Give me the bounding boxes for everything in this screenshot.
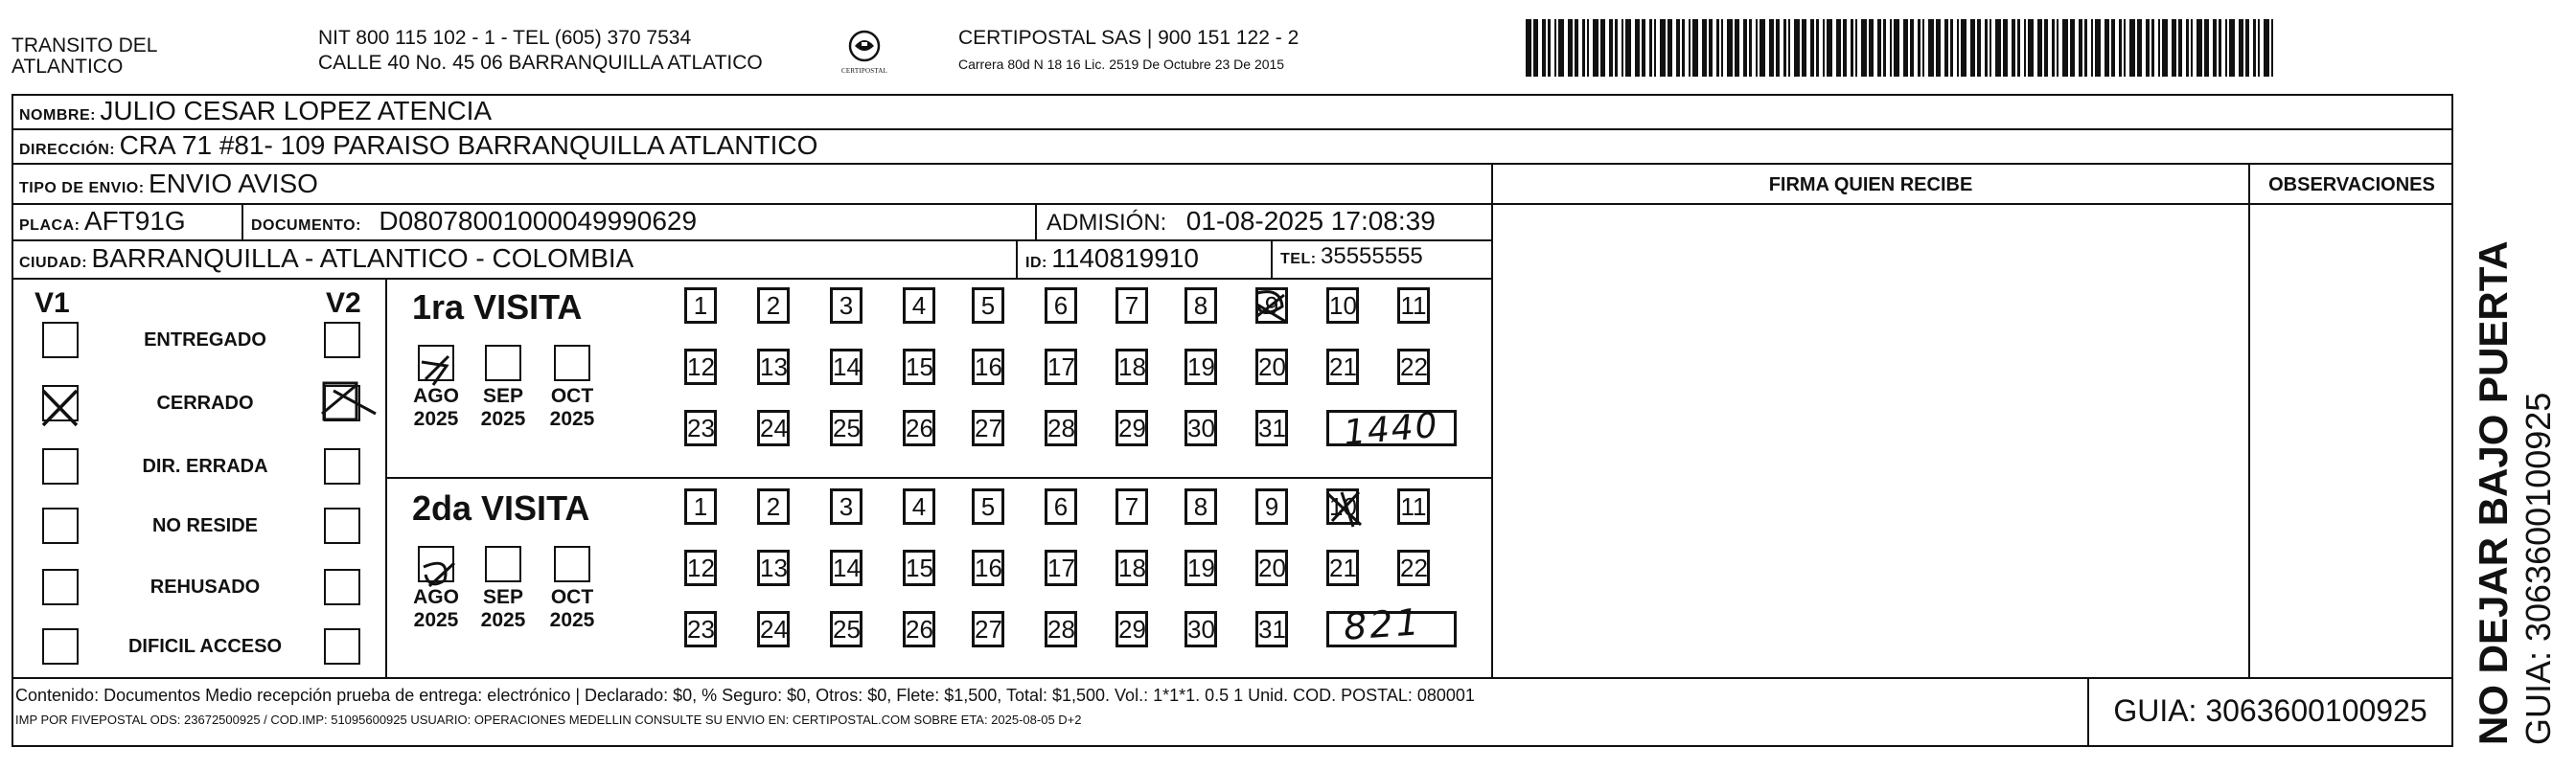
barcode-bar — [2196, 19, 2202, 77]
barcode-bar — [2213, 19, 2217, 77]
barcode-bar — [1727, 19, 1733, 77]
first-visit-day-box[interactable]: 24 — [757, 410, 790, 446]
documento-label: DOCUMENTO: — [251, 217, 361, 234]
first-visit-month-checkbox[interactable] — [485, 345, 521, 381]
v2-checkbox[interactable] — [324, 508, 360, 544]
first-visit-title: 1ra VISITA — [412, 287, 583, 327]
first-visit-day-box[interactable]: 25 — [830, 410, 862, 446]
ciudad-value: BARRANQUILLA - ATLANTICO - COLOMBIA — [91, 243, 634, 273]
first-visit-day-box[interactable]: 16 — [972, 349, 1004, 385]
barcode-bar — [2070, 19, 2075, 77]
certipostal-logo-text: CERTIPOSTAL — [841, 67, 887, 75]
barcode-bar — [2091, 19, 2093, 77]
barcode-bar — [2057, 19, 2058, 77]
id-value: 1140819910 — [1051, 243, 1199, 273]
barcode-bar — [2129, 19, 2135, 77]
placa-row — [19, 206, 186, 237]
ciudad-label: CIUDAD: — [19, 255, 88, 271]
second-visit-day-box[interactable]: 14 — [830, 550, 862, 586]
barcode-bar — [1756, 19, 1758, 77]
second-visit-day-box[interactable]: 23 — [684, 611, 717, 647]
second-visit-day-box[interactable]: 15 — [903, 550, 935, 586]
barcode-bar — [2104, 19, 2109, 77]
second-visit-day-box[interactable]: 19 — [1184, 550, 1217, 586]
admision-row — [1046, 206, 1436, 237]
second-visit-day-box[interactable]: 21 — [1326, 550, 1359, 586]
tel-value: 35555555 — [1321, 243, 1423, 269]
barcode-bar — [2137, 19, 2142, 77]
barcode-bar — [2017, 19, 2020, 77]
barcode-bar — [1749, 19, 1752, 77]
first-visit-day-box[interactable]: 1 — [684, 287, 717, 324]
v1-checkbox[interactable] — [42, 508, 79, 544]
barcode-bar — [1743, 19, 1747, 77]
barcode-bar — [1843, 19, 1847, 77]
barcode-bar — [1692, 19, 1698, 77]
barcode-bar — [1944, 19, 1948, 77]
first-visit-day-box[interactable]: 14 — [830, 349, 862, 385]
barcode-bar — [1894, 19, 1899, 77]
barcode-bar — [1542, 19, 1546, 77]
first-visit-day-box[interactable]: 19 — [1184, 349, 1217, 385]
barcode-bar — [1760, 19, 1765, 77]
v1-checkbox[interactable] — [42, 569, 79, 605]
tipo-label: TIPO DE ENVIO: — [19, 180, 145, 196]
barcode — [1526, 19, 2273, 77]
id-divider — [1016, 239, 1018, 278]
v2-checkbox[interactable] — [324, 569, 360, 605]
barcode-bar — [1816, 19, 1819, 77]
barcode-bar — [1635, 19, 1640, 77]
barcode-bar — [2158, 19, 2160, 77]
second-visit-month-checkbox[interactable] — [485, 546, 521, 582]
second-visit-day-box[interactable]: 29 — [1116, 611, 1148, 647]
status-label: ENTREGADO — [144, 329, 266, 351]
first-visit-day-box[interactable]: 21 — [1326, 349, 1359, 385]
barcode-bar — [1654, 19, 1656, 77]
second-visit-day-box[interactable]: 11 — [1397, 488, 1430, 525]
second-visit-day-box[interactable]: 1 — [684, 488, 717, 525]
first-visit-day-box[interactable]: 10 — [1326, 287, 1359, 324]
first-visit-year-label: 2025 — [549, 408, 595, 430]
status-label: CERRADO — [156, 393, 254, 414]
barcode-bar — [1649, 19, 1652, 77]
second-visit-day-box[interactable]: 12 — [684, 550, 717, 586]
barcode-bar — [1861, 19, 1867, 77]
placa-value: AFT91G — [83, 206, 186, 236]
barcode-bar — [1615, 19, 1618, 77]
first-visit-month-checkbox[interactable] — [418, 345, 454, 381]
barcode-bar — [1735, 19, 1739, 77]
barcode-bar — [2253, 19, 2256, 77]
tel-divider — [1271, 239, 1273, 278]
v2-checkbox[interactable] — [324, 448, 360, 485]
placa-label: PLACA: — [19, 217, 80, 234]
second-visit-hour: 821 — [1342, 600, 1423, 648]
admision-label: ADMISIÓN: — [1046, 210, 1167, 236]
tipo-value: ENVIO AVISO — [149, 169, 318, 198]
barcode-bar — [1810, 19, 1814, 77]
status-label: REHUSADO — [150, 577, 261, 598]
second-visit-day-box[interactable]: 6 — [1045, 488, 1077, 525]
observaciones-area[interactable] — [2250, 205, 2451, 677]
second-visit-day-box[interactable]: 27 — [972, 611, 1004, 647]
second-visit-day-box[interactable]: 4 — [903, 488, 935, 525]
barcode-bar — [1593, 19, 1598, 77]
barcode-bar — [2225, 19, 2227, 77]
first-visit-day-box[interactable]: 20 — [1255, 349, 1288, 385]
first-visit-day-box[interactable]: 2 — [757, 287, 790, 324]
status-divider — [385, 278, 387, 677]
nombre-row — [19, 96, 492, 126]
first-visit-day-box[interactable]: 22 — [1397, 349, 1430, 385]
placa-divider — [242, 203, 243, 239]
barcode-bar — [1995, 19, 2001, 77]
v1-checkbox[interactable] — [42, 322, 79, 358]
second-visit-day-box[interactable]: 5 — [972, 488, 1004, 525]
barcode-bar — [1548, 19, 1551, 77]
barcode-bar — [2271, 19, 2273, 77]
footer-guia: GUIA: 3063600100925 — [2113, 693, 2427, 728]
first-visit-day-box[interactable]: 12 — [684, 349, 717, 385]
certipostal-logo — [836, 27, 893, 80]
nombre-label: NOMBRE: — [19, 107, 96, 124]
second-visit-year-label: 2025 — [549, 609, 595, 631]
v2-label: V2 — [326, 287, 361, 319]
id-label: ID: — [1025, 255, 1047, 271]
row-divider — [12, 278, 1493, 280]
second-visit-day-box[interactable]: 10 — [1326, 488, 1359, 525]
direccion-row — [19, 130, 817, 161]
footer-line2: IMP POR FIVEPOSTAL ODS: 23672500925 / COD.IMP: 51095600925 USUARIO: OPERACIONES MEDELLIN CONSULTE SU ENVIO EN: CERTIPOSTAL.COM SOBRE ETA: 2025-08-05 D+2 — [15, 713, 1082, 727]
barcode-bar — [2044, 19, 2048, 77]
barcode-bar — [2172, 19, 2176, 77]
first-visit-day-box[interactable]: 26 — [903, 410, 935, 446]
tipo-row — [19, 169, 318, 199]
second-visit-day-box[interactable]: 7 — [1116, 488, 1148, 525]
second-visit-day-box[interactable]: 18 — [1116, 550, 1148, 586]
first-visit-day-box[interactable]: 8 — [1184, 287, 1217, 324]
first-visit-day-box[interactable]: 18 — [1116, 349, 1148, 385]
barcode-bar — [2084, 19, 2087, 77]
nit-line2: CALLE 40 No. 45 06 BARRANQUILLA ATLATICO — [318, 52, 763, 74]
first-visit-month-label: OCT — [550, 385, 594, 407]
first-visit-day-box[interactable]: 9 — [1255, 287, 1288, 324]
first-visit-day-box[interactable]: 4 — [903, 287, 935, 324]
barcode-bar — [2264, 19, 2269, 77]
barcode-bar — [1788, 19, 1790, 77]
second-visit-day-box[interactable]: 8 — [1184, 488, 1217, 525]
barcode-bar — [1721, 19, 1723, 77]
barcode-bar — [1918, 19, 1920, 77]
barcode-bar — [1526, 19, 1531, 77]
barcode-bar — [1970, 19, 1975, 77]
second-visit-day-box[interactable]: 16 — [972, 550, 1004, 586]
direccion-label: DIRECCIÓN: — [19, 142, 116, 158]
barcode-bar — [2151, 19, 2154, 77]
first-visit-day-box[interactable]: 13 — [757, 349, 790, 385]
documento-row — [251, 206, 697, 237]
first-visit-year-label: 2025 — [413, 408, 459, 430]
barcode-bar — [2079, 19, 2082, 77]
footer-line1: Contenido: Documentos Medio recepción prueba de entrega: electrónico | Declarado: $0, % Seguro: $0, Otros: $0, Flete: $1,500, Total: $1,500. Vol.: 1*1*1. 0.5 1 Unid. COD. POSTAL: 080001 — [15, 686, 1475, 705]
barcode-bar — [1769, 19, 1774, 77]
barcode-bar — [1836, 19, 1841, 77]
second-visit-day-box[interactable]: 13 — [757, 550, 790, 586]
barcode-bar — [1582, 19, 1585, 77]
second-visit-day-box[interactable]: 30 — [1184, 611, 1217, 647]
barcode-bar — [1903, 19, 1908, 77]
first-visit-day-box[interactable]: 29 — [1116, 410, 1148, 446]
tel-row — [1280, 243, 1423, 270]
nombre-value: JULIO CESAR LOPEZ ATENCIA — [100, 96, 493, 125]
first-visit-day-box[interactable]: 3 — [830, 287, 862, 324]
second-visit-day-box[interactable]: 26 — [903, 611, 935, 647]
barcode-bar — [1794, 19, 1800, 77]
side-warning: NO DEJAR BAJO PUERTA — [2471, 240, 2516, 745]
second-visit-month-checkbox[interactable] — [554, 546, 590, 582]
barcode-bar — [2095, 19, 2101, 77]
barcode-bar — [1990, 19, 1991, 77]
barcode-bar — [1533, 19, 1538, 77]
barcode-bar — [2052, 19, 2055, 77]
v1-label: V1 — [34, 287, 70, 319]
first-visit-month-label: AGO — [413, 385, 459, 407]
observaciones-header: OBSERVACIONES — [2268, 174, 2435, 195]
barcode-bar — [1855, 19, 1857, 77]
barcode-bar — [2037, 19, 2042, 77]
barcode-bar — [1625, 19, 1631, 77]
barcode-bar — [1568, 19, 1573, 77]
barcode-bar — [2062, 19, 2068, 77]
barcode-bar — [1802, 19, 1806, 77]
barcode-bar — [1950, 19, 1953, 77]
second-visit-day-box[interactable]: 3 — [830, 488, 862, 525]
barcode-bar — [1877, 19, 1881, 77]
barcode-bar — [1587, 19, 1589, 77]
barcode-bar — [1600, 19, 1605, 77]
second-visit-day-box[interactable]: 20 — [1255, 550, 1288, 586]
barcode-bar — [1985, 19, 1988, 77]
barcode-bar — [2111, 19, 2115, 77]
second-visit-day-box[interactable]: 31 — [1255, 611, 1288, 647]
barcode-bar — [1783, 19, 1786, 77]
barcode-bar — [1676, 19, 1680, 77]
org-name-line2: ATLANTICO — [12, 56, 124, 78]
first-visit-day-box[interactable]: 23 — [684, 410, 717, 446]
barcode-bar — [1922, 19, 1924, 77]
barcode-bar — [1910, 19, 1914, 77]
barcode-bar — [2028, 19, 2034, 77]
second-visit-month-label: SEP — [482, 586, 524, 608]
barcode-bar — [1558, 19, 1564, 77]
barcode-bar — [2229, 19, 2235, 77]
second-visit-year-label: 2025 — [480, 609, 526, 631]
org-name-line1: TRANSITO DEL — [12, 34, 158, 57]
barcode-bar — [1668, 19, 1672, 77]
barcode-bar — [2003, 19, 2008, 77]
v1-checkbox[interactable] — [42, 628, 79, 665]
tel-label: TEL: — [1280, 251, 1317, 267]
barcode-bar — [1936, 19, 1941, 77]
first-visit-day-box[interactable]: 15 — [903, 349, 935, 385]
second-visit-title: 2da VISITA — [412, 488, 590, 528]
barcode-bar — [1575, 19, 1578, 77]
second-visit-year-label: 2025 — [413, 609, 459, 631]
ciudad-row — [19, 243, 633, 274]
status-label: NO RESIDE — [151, 515, 259, 536]
row-divider — [12, 163, 2453, 165]
barcode-bar — [1689, 19, 1690, 77]
status-label: DIFICIL ACCESO — [127, 636, 282, 657]
barcode-bar — [1883, 19, 1886, 77]
barcode-bar — [1716, 19, 1719, 77]
barcode-bar — [2024, 19, 2026, 77]
barcode-bar — [2191, 19, 2193, 77]
status-label: DIR. ERRADA — [142, 456, 268, 477]
v1-checkbox[interactable] — [42, 385, 79, 421]
barcode-bar — [1928, 19, 1934, 77]
carrier-line1: CERTIPOSTAL SAS | 900 151 122 - 2 — [958, 27, 1300, 49]
barcode-bar — [1957, 19, 1959, 77]
barcode-bar — [1702, 19, 1707, 77]
first-visit-day-box[interactable]: 5 — [972, 287, 1004, 324]
barcode-bar — [1609, 19, 1613, 77]
side-guia: GUIA: 3063600100925 — [2518, 392, 2558, 745]
firma-header: FIRMA QUIEN RECIBE — [1768, 174, 1973, 195]
barcode-bar — [1851, 19, 1853, 77]
barcode-bar — [1776, 19, 1780, 77]
documento-value: D08078001000049990629 — [379, 206, 698, 236]
first-visit-day-box[interactable]: 7 — [1116, 287, 1148, 324]
barcode-bar — [2258, 19, 2260, 77]
barcode-bar — [1660, 19, 1666, 77]
barcode-bar — [2204, 19, 2209, 77]
nit-line1: NIT 800 115 102 - 1 - TEL (605) 370 7534 — [318, 27, 692, 49]
first-visit-month-label: SEP — [482, 385, 524, 407]
barcode-bar — [2119, 19, 2122, 77]
barcode-bar — [1869, 19, 1874, 77]
barcode-bar — [2178, 19, 2182, 77]
first-visit-day-box[interactable]: 11 — [1397, 287, 1430, 324]
second-visit-month-label: AGO — [413, 586, 459, 608]
barcode-bar — [2124, 19, 2126, 77]
barcode-bar — [2245, 19, 2249, 77]
barcode-bar — [1961, 19, 1966, 77]
row-divider — [12, 203, 1493, 205]
v2-checkbox[interactable] — [324, 322, 360, 358]
barcode-bar — [2012, 19, 2015, 77]
barcode-bar — [2162, 19, 2168, 77]
first-visit-hour: 1440 — [1342, 405, 1441, 454]
first-visit-day-box[interactable]: 31 — [1255, 410, 1288, 446]
second-visit-day-box[interactable]: 22 — [1397, 550, 1430, 586]
barcode-bar — [1890, 19, 1892, 77]
visit-divider — [387, 477, 1493, 479]
first-visit-day-box[interactable]: 27 — [972, 410, 1004, 446]
second-visit-day-box[interactable]: 2 — [757, 488, 790, 525]
barcode-bar — [2186, 19, 2189, 77]
second-visit-month-label: OCT — [550, 586, 594, 608]
barcode-bar — [1977, 19, 1981, 77]
carrier-line2: Carrera 80d N 18 16 Lic. 2519 De Octubre 23 De 2015 — [958, 57, 1285, 72]
first-visit-day-box[interactable]: 17 — [1045, 349, 1077, 385]
v2-checkbox[interactable] — [324, 385, 360, 421]
first-visit-day-box[interactable]: 6 — [1045, 287, 1077, 324]
barcode-bar — [1622, 19, 1623, 77]
first-visit-day-box[interactable]: 28 — [1045, 410, 1077, 446]
direccion-value: CRA 71 #81- 109 PARAISO BARRANQUILLA ATLANTICO — [119, 130, 818, 160]
barcode-bar — [1709, 19, 1713, 77]
admision-value: 01-08-2025 17:08:39 — [1185, 206, 1436, 236]
first-visit-month-checkbox[interactable] — [554, 345, 590, 381]
barcode-bar — [1642, 19, 1645, 77]
second-visit-day-box[interactable]: 28 — [1045, 611, 1077, 647]
barcode-bar — [2219, 19, 2221, 77]
admision-divider — [1035, 203, 1037, 239]
barcode-bar — [1823, 19, 1825, 77]
v2-checkbox[interactable] — [324, 628, 360, 665]
signature-area[interactable] — [1493, 205, 2248, 677]
barcode-bar — [2239, 19, 2243, 77]
barcode-bar — [1554, 19, 1556, 77]
barcode-bar — [1682, 19, 1685, 77]
second-visit-day-box[interactable]: 17 — [1045, 550, 1077, 586]
second-visit-month-checkbox[interactable] — [418, 546, 454, 582]
barcode-bar — [1827, 19, 1832, 77]
first-visit-day-box[interactable]: 30 — [1184, 410, 1217, 446]
barcode-bar — [2146, 19, 2150, 77]
second-visit-day-box[interactable]: 25 — [830, 611, 862, 647]
id-row — [1025, 243, 1199, 274]
second-visit-day-box[interactable]: 24 — [757, 611, 790, 647]
first-visit-year-label: 2025 — [480, 408, 526, 430]
v1-checkbox[interactable] — [42, 448, 79, 485]
second-visit-day-box[interactable]: 9 — [1255, 488, 1288, 525]
